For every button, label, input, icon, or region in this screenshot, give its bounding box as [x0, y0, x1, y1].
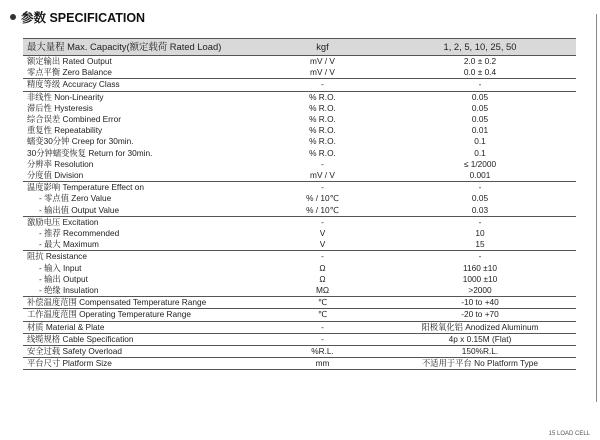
row-unit: % R.O. — [309, 114, 336, 125]
row-param: 材质 Material & Plate — [23, 321, 261, 333]
table-row — [23, 358, 576, 370]
table-row — [23, 205, 576, 217]
header-value: 1, 2, 5, 10, 25, 50 — [384, 39, 576, 56]
row-param: - 推荐 Recommended — [39, 228, 120, 239]
table-row — [23, 263, 576, 274]
table-row — [23, 182, 576, 194]
row-value: - — [384, 251, 576, 263]
row-value: 0.1 — [474, 147, 486, 158]
table-row — [23, 170, 576, 182]
table-row — [23, 148, 576, 159]
row-param: 蠕变30分钟 Creep for 30min. — [27, 136, 134, 147]
row-unit: % / 10℃ — [306, 204, 339, 215]
row-param: 安全过载 Safety Overload — [23, 346, 261, 358]
row-param: 30分钟蠕变恢复 Return for 30min. — [27, 147, 153, 158]
row-value: 150%R.L. — [384, 346, 576, 358]
row-unit: Ω — [319, 262, 326, 273]
row-unit: % R.O. — [309, 125, 336, 136]
row-param: 线缆规格 Cable Specification — [23, 333, 261, 345]
table-row — [23, 125, 576, 136]
row-value: 2.0 ± 0.2 — [463, 56, 497, 66]
row-unit: ℃ — [261, 297, 384, 309]
row-value: ≤ 1/2000 — [463, 158, 497, 169]
row-param: 分度值 Division — [27, 170, 84, 181]
row-unit: - — [261, 182, 384, 194]
table-row — [23, 309, 576, 321]
row-unit: % R.O. — [261, 91, 384, 103]
table-row — [23, 239, 576, 251]
table-row — [23, 67, 576, 79]
row-unit: mm — [261, 358, 384, 370]
table-row — [23, 228, 576, 239]
table-row — [23, 216, 576, 228]
row-unit: - — [261, 333, 384, 345]
table-header-row — [23, 39, 576, 56]
row-unit: %R.L. — [261, 346, 384, 358]
row-param: 精度等级 Accuracy Class — [23, 79, 261, 91]
table-row — [23, 193, 576, 204]
row-value: 阳极氧化铝 Anodized Aluminum — [384, 321, 576, 333]
row-value: 0.1 — [474, 136, 486, 147]
row-value: 4p x 0.15M (Flat) — [384, 333, 576, 345]
table-row — [23, 333, 576, 345]
row-param: - 绝缘 Insulation — [39, 285, 99, 296]
table-row — [23, 103, 576, 114]
row-value: 1160 ±10 — [463, 262, 497, 273]
row-param: 激励电压 Excitation — [23, 216, 261, 228]
row-param: - 输出值 Output Value — [39, 204, 120, 215]
row-value: - — [384, 79, 576, 91]
section-heading — [10, 8, 145, 26]
row-value: 1000 ±10 — [462, 273, 498, 284]
row-value: 0.05 — [471, 114, 489, 125]
header-param: 最大量程 Max. Capacity(额定载荷 Rated Load) — [23, 39, 261, 56]
row-param: 阻抗 Resistance — [23, 251, 261, 263]
table-row — [23, 136, 576, 147]
table-row — [23, 79, 576, 91]
row-param: 温度影响 Temperature Effect on — [23, 182, 261, 194]
row-param: 平台尺寸 Platform Size — [23, 358, 261, 370]
header-unit: kgf — [261, 39, 384, 56]
row-param: 补偿温度范围 Compensated Temperature Range — [23, 297, 261, 309]
row-param: 综合误差 Combined Error — [27, 114, 122, 125]
row-unit: - — [261, 79, 384, 91]
row-param: 滞后性 Hysteresis — [27, 102, 93, 113]
row-unit: - — [261, 321, 384, 333]
row-value: 15 — [475, 239, 485, 250]
row-param: 分辨率 Resolution — [27, 158, 94, 169]
row-value: -20 to +70 — [384, 309, 576, 321]
row-unit: V — [319, 228, 326, 239]
row-unit: mV / V — [310, 56, 335, 66]
row-unit: % / 10℃ — [306, 193, 339, 204]
table-row — [23, 346, 576, 358]
row-param: 额定输出 Rated Output — [27, 56, 112, 66]
row-param: - 最大 Maximum — [39, 239, 99, 250]
page-number: 15 LOAD CELL — [548, 431, 590, 437]
row-unit: % R.O. — [309, 136, 336, 147]
row-value: -10 to +40 — [384, 297, 576, 309]
table-row — [23, 114, 576, 125]
page-edge-rule — [596, 14, 597, 402]
row-value: - — [384, 216, 576, 228]
row-param: 工作温度范围 Operating Temperature Range — [23, 309, 261, 321]
row-value: 0.01 — [471, 125, 489, 136]
row-unit: % R.O. — [309, 147, 336, 158]
row-param: 零点平衡 Zero Balance — [27, 67, 112, 78]
table-row — [23, 285, 576, 297]
table-row — [23, 321, 576, 333]
table-row — [23, 274, 576, 285]
row-value: 不适用于平台 No Platform Type — [384, 358, 576, 370]
row-value: 10 — [475, 228, 485, 239]
table-row — [23, 159, 576, 170]
row-param: 非线性 Non-Linearity — [23, 91, 261, 103]
row-unit: mV / V — [310, 170, 335, 181]
row-value: 0.03 — [471, 204, 489, 215]
row-unit: - — [261, 216, 384, 228]
table-row — [23, 297, 576, 309]
row-unit: - — [261, 251, 384, 263]
row-param: 重复性 Repeatability — [27, 125, 103, 136]
row-param: - 零点值 Zero Value — [39, 193, 112, 204]
row-value: 0.05 — [471, 193, 489, 204]
table-row — [23, 91, 576, 103]
row-unit: Ω — [319, 273, 326, 284]
row-value: 0.05 — [471, 102, 489, 113]
table-row — [23, 251, 576, 263]
row-unit: ℃ — [261, 309, 384, 321]
row-value: - — [384, 182, 576, 194]
row-param: - 输出 Output — [39, 273, 88, 284]
row-unit: mV / V — [310, 67, 335, 78]
row-value: 0.001 — [469, 170, 491, 181]
table-row — [23, 56, 576, 68]
row-value: 0.05 — [384, 91, 576, 103]
section-title: 参数 SPECIFICATION — [21, 11, 146, 25]
row-param: - 输入 Input — [39, 262, 82, 273]
row-unit: MΩ — [315, 285, 330, 296]
row-unit: - — [321, 158, 324, 169]
row-unit: % R.O. — [309, 102, 336, 113]
specification-table — [23, 38, 576, 370]
row-unit: V — [319, 239, 326, 250]
bullet-icon — [10, 14, 16, 20]
row-value: >2000 — [468, 285, 492, 296]
row-value: 0.0 ± 0.4 — [463, 67, 497, 78]
